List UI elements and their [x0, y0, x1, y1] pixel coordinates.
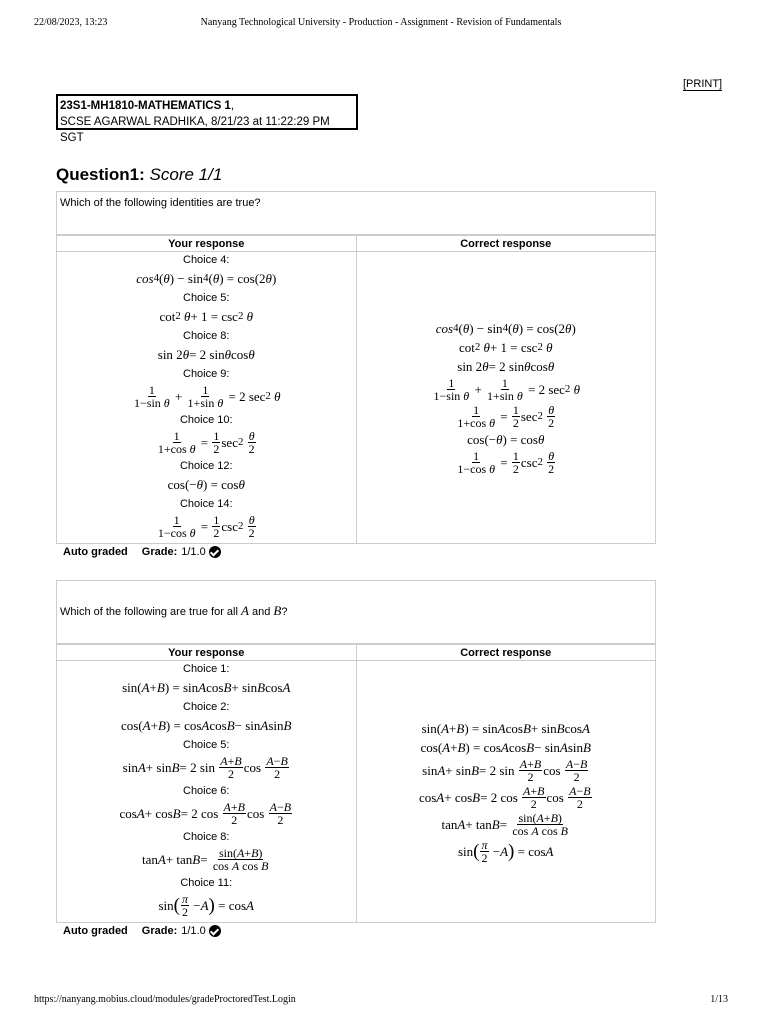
formula: $\frac{1}{\text{1+cos θ}}$ = $\frac{1}{2}$ sec 2 $\frac{\theta}{2}$: [157, 429, 255, 456]
choice-label: Choice 2:: [183, 701, 230, 713]
formula: sin 2 θ = 2 sin θ cos θ: [457, 359, 555, 374]
formula: tan A + tan B = $\frac{\sin(A+B)}{\text{cos A cos B}}$: [141, 846, 269, 873]
print-datetime: 22/08/2023, 13:23: [34, 17, 108, 28]
choice-label: Choice 5:: [183, 739, 230, 751]
print-button[interactable]: [PRINT]: [683, 78, 723, 90]
correct-response-header: Correct response: [356, 236, 656, 252]
formula: cos A + cos B = 2 cos $\frac{A+B}{2}$ cos $\frac{A-B}{2}$: [418, 783, 591, 811]
choice-label: Choice 14:: [179, 498, 233, 510]
response-table: [56, 235, 656, 544]
your-response-cell: [57, 252, 357, 544]
check-circle-icon: [209, 925, 221, 937]
formula: $\frac{1}{\text{1−cos θ}}$ = $\frac{1}{2}$ csc 2 $\frac{\theta}{2}$: [457, 449, 555, 476]
formula: $\frac{1}{\text{1−sin θ}}$ + $\frac{1}{\text{1+sin θ}}$ = 2 sec 2 θ: [433, 376, 580, 403]
question-part-2: [56, 580, 656, 939]
choice-label: Choice 8:: [183, 330, 230, 342]
formula: $\frac{1}{\text{1+cos θ}}$ = $\frac{1}{2}$ sec 2 $\frac{\theta}{2}$: [457, 403, 555, 430]
grade-value: 1/1.0: [181, 546, 206, 558]
correct-response-header: Correct response: [356, 645, 656, 661]
choice-label: Choice 4:: [183, 254, 230, 266]
formula: cos(− θ ) = cos θ: [467, 432, 545, 447]
your-response-header: Your response: [57, 236, 357, 252]
grade-row: [56, 923, 656, 939]
question-label: Question1:: [56, 165, 145, 184]
your-response-cell: [57, 661, 357, 923]
formula: sin ( $\frac{\pi}{2}$ − A ) = cos A: [457, 837, 554, 865]
grade-label: Grade:: [141, 546, 178, 558]
question-prompt: Which of the following identities are true?: [56, 191, 656, 235]
check-circle-icon: [209, 546, 221, 558]
print-url: https://nanyang.mobius.cloud/modules/gradeProctoredTest.Login: [34, 994, 296, 1005]
formula: cos( A + B ) = cos A cos B − sin A sin B: [120, 718, 292, 733]
page-number: 1/13: [710, 994, 728, 1005]
course-name: 23S1-MH1810-MATHEMATICS 1: [60, 100, 231, 112]
choice-label: Choice 9:: [183, 368, 230, 380]
formula: cot 2 θ + 1 = csc 2 θ: [458, 340, 553, 355]
formula: sin 2 θ = 2 sin θ cos θ: [157, 347, 255, 362]
choice-label: Choice 8:: [183, 831, 230, 843]
student-info-box: 23S1-MH1810-MATHEMATICS 1, SCSE AGARWAL RADHIKA, 8/21/23 at 11:22:29 PM SGT: [56, 94, 358, 130]
formula: sin( A + B ) = sin A cos B + sin B cos A: [122, 680, 291, 695]
formula: sin ( $\frac{\pi}{2}$ − A ) = cos A: [158, 892, 254, 919]
formula: sin( A + B ) = sin A cos B + sin B cos A: [421, 720, 590, 736]
student-submission-info: SCSE AGARWAL RADHIKA, 8/21/23 at 11:22:29 PM SGT: [60, 116, 330, 144]
formula: sin A + sin B = 2 sin $\frac{A+B}{2}$ cos $\frac{A-B}{2}$: [122, 754, 288, 781]
choice-label: Choice 10:: [179, 414, 233, 426]
choice-label: Choice 6:: [183, 785, 230, 797]
formula: cos(− θ ) = cos θ: [167, 477, 245, 492]
grade-row: [56, 544, 656, 560]
grade-value: 1/1.0: [181, 925, 206, 937]
print-page-title: Nanyang Technological University - Production - Assignment - Revision of Fundamentals: [200, 17, 562, 28]
your-response-header: Your response: [57, 645, 357, 661]
formula: cos A + cos B = 2 cos $\frac{A+B}{2}$ cos $\frac{A-B}{2}$: [119, 800, 292, 827]
grade-label: Grade:: [141, 925, 178, 937]
formula: sin A + sin B = 2 sin $\frac{A+B}{2}$ cos $\frac{A-B}{2}$: [422, 756, 588, 784]
question-part-1: [56, 191, 656, 560]
choice-label: Choice 11:: [180, 877, 233, 889]
formula: tan A + tan B = $\frac{\sin(A+B)}{\text{cos A cos B}}$: [441, 810, 569, 838]
choice-label: Choice 12:: [179, 460, 233, 472]
question-score: Score 1/1: [149, 165, 223, 184]
print-header: [34, 17, 728, 31]
question-title: [56, 165, 222, 185]
formula: cos( A + B ) = cos A cos B − sin A sin B: [420, 739, 591, 755]
print-footer: [34, 994, 728, 1008]
auto-graded-label: Auto graded: [63, 546, 128, 558]
correct-response-cell: [356, 661, 656, 923]
question-prompt: Which of the following are true for all A and B?: [56, 580, 656, 644]
choice-label: Choice 5:: [183, 292, 230, 304]
formula: cot 2 θ + 1 = csc 2 θ: [159, 309, 254, 324]
formula: cos 4 ( θ ) − sin 4 ( θ ) = cos(2 θ ): [136, 271, 277, 286]
correct-response-cell: [356, 252, 656, 544]
formula: $\frac{1}{\text{1−cos θ}}$ = $\frac{1}{2}$ csc 2 $\frac{\theta}{2}$: [157, 513, 255, 540]
auto-graded-label: Auto graded: [63, 925, 128, 937]
choice-label: Choice 1:: [183, 663, 230, 675]
response-table: [56, 644, 656, 923]
formula: cos 4 ( θ ) − sin 4 ( θ ) = cos(2 θ ): [435, 321, 576, 336]
formula: $\frac{1}{\text{1−sin θ}}$ + $\frac{1}{\text{1+sin θ}}$ = 2 sec 2 θ: [134, 383, 281, 410]
